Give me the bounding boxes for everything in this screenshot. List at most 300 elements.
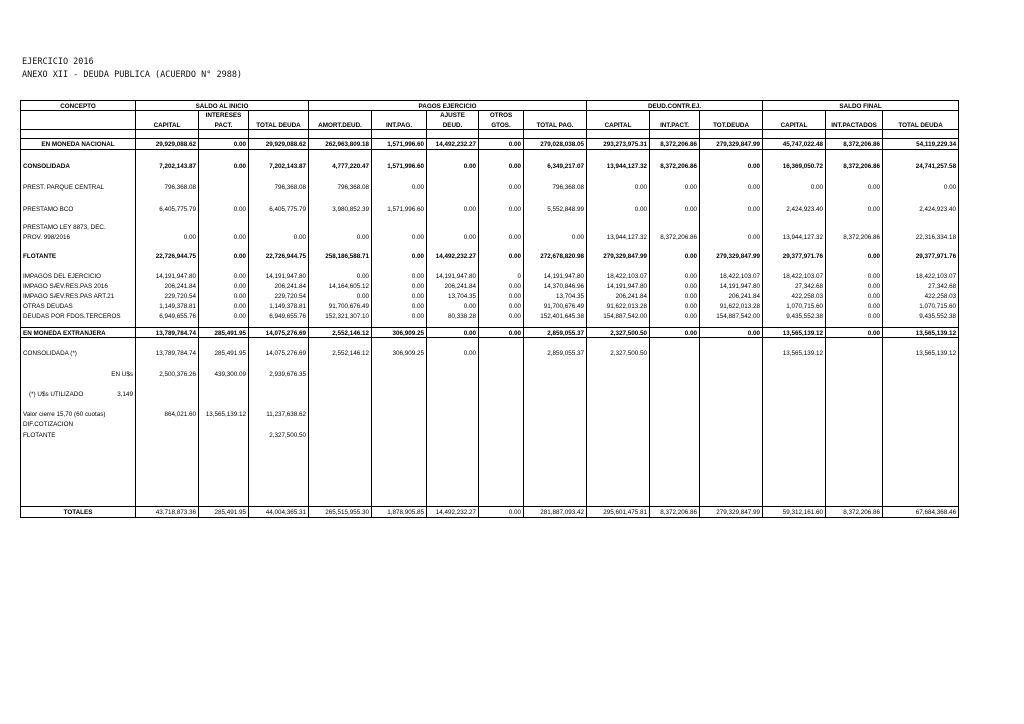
value-cell: 279,329,847.99 — [700, 251, 763, 261]
empty-cell — [763, 399, 826, 409]
row-prest_parque — [21, 182, 959, 192]
value-cell: 14,164,605.12 — [309, 280, 372, 290]
empty-cell — [763, 242, 826, 251]
value-cell: 306,909.25 — [372, 327, 427, 337]
empty-cell — [883, 171, 959, 182]
empty-cell — [136, 192, 199, 203]
value-cell: 8,372,206.86 — [826, 232, 883, 242]
value-cell: 0.00 — [309, 290, 372, 300]
empty-cell — [372, 358, 427, 368]
value-cell: 7,202,143.87 — [249, 160, 309, 170]
empty-cell — [883, 149, 959, 160]
empty-cell — [587, 130, 650, 139]
empty-cell — [372, 419, 427, 429]
empty-cell — [199, 149, 249, 160]
value-cell — [524, 368, 587, 378]
value-cell — [587, 429, 650, 439]
spacer-row — [21, 321, 959, 328]
value-cell: 13,944,127.32 — [587, 232, 650, 242]
empty-cell — [372, 399, 427, 409]
row-dif-cotizacion — [21, 419, 959, 429]
empty-cell — [479, 242, 524, 251]
empty-cell — [21, 439, 136, 507]
empty-cell — [883, 242, 959, 251]
empty-cell — [700, 111, 763, 120]
empty-cell — [309, 149, 372, 160]
value-cell: 27,342.68 — [883, 280, 959, 290]
value-cell — [650, 409, 700, 419]
empty-cell — [427, 223, 479, 232]
row-label: PREST. PARQUE CENTRAL — [21, 182, 136, 192]
value-cell: 0.00 — [587, 182, 650, 192]
row-deudas_terceros — [21, 311, 959, 321]
empty-cell — [763, 338, 826, 348]
value-cell: 152,401,645.38 — [524, 311, 587, 321]
value-cell: 796,368.08 — [249, 182, 309, 192]
value-cell: 0.00 — [883, 182, 959, 192]
empty-cell — [249, 192, 309, 203]
value-cell: 16,369,050.72 — [763, 160, 826, 170]
value-cell — [763, 409, 826, 419]
empty-cell — [427, 149, 479, 160]
empty-cell — [479, 149, 524, 160]
empty-cell — [427, 399, 479, 409]
empty-cell — [650, 338, 700, 348]
empty-cell — [21, 321, 136, 328]
empty-cell — [136, 111, 199, 120]
spacer-row — [21, 399, 959, 409]
value-cell: 67,684,368.46 — [883, 507, 959, 518]
value-cell: 0.00 — [763, 182, 826, 192]
value-cell: 0.00 — [479, 507, 524, 518]
value-cell — [199, 429, 249, 439]
value-cell: 11,237,638.62 — [249, 409, 309, 419]
value-cell: 285,491.95 — [199, 348, 249, 358]
empty-cell — [826, 223, 883, 232]
empty-cell — [136, 399, 199, 409]
value-cell: 306,909.25 — [372, 348, 427, 358]
header-deud-contr: DEUD.CONTR.EJ. — [587, 101, 763, 111]
value-cell: 0.00 — [372, 270, 427, 280]
value-cell: 13,565,139.12 — [883, 348, 959, 358]
value-cell: 18,422,103.07 — [763, 270, 826, 280]
value-cell: 14,492,232.27 — [427, 139, 479, 149]
empty-cell — [136, 149, 199, 160]
empty-cell — [700, 399, 763, 409]
empty-cell — [524, 261, 587, 270]
empty-cell — [249, 223, 309, 232]
empty-cell — [136, 439, 199, 507]
empty-cell — [249, 358, 309, 368]
value-cell: 8,372,206.86 — [650, 507, 700, 518]
value-cell — [524, 409, 587, 419]
sub-header: DEUD. — [427, 120, 479, 130]
value-cell: 279,329,847.99 — [587, 251, 650, 261]
exercise-title: EJERCICIO 2016 — [22, 57, 94, 67]
sub-header: TOTAL DEUDA — [249, 120, 309, 130]
value-cell: 13,565,139.12 — [763, 348, 826, 358]
empty-cell — [826, 192, 883, 203]
value-cell: 8,372,206.86 — [826, 139, 883, 149]
empty-cell — [427, 321, 479, 328]
value-cell: 2,424,923.40 — [763, 203, 826, 213]
empty-cell — [136, 378, 199, 388]
spacer-row — [21, 261, 959, 270]
value-cell: 0.00 — [372, 290, 427, 300]
header-pagos-ejercicio: PAGOS EJERCICIO — [309, 101, 587, 111]
value-cell: 6,349,217.07 — [524, 160, 587, 170]
empty-cell — [826, 378, 883, 388]
empty-cell — [700, 261, 763, 270]
empty-cell — [587, 378, 650, 388]
empty-cell — [427, 214, 479, 223]
empty-cell — [136, 242, 199, 251]
value-cell — [883, 368, 959, 378]
empty-cell — [826, 439, 883, 507]
empty-cell — [826, 358, 883, 368]
value-cell: 6,949,655.76 — [249, 311, 309, 321]
value-cell: 2,939,676.35 — [249, 368, 309, 378]
value-cell: 0.00 — [650, 203, 700, 213]
empty-cell — [763, 261, 826, 270]
value-cell: 24,741,257.58 — [883, 160, 959, 170]
row-consolidada — [21, 160, 959, 170]
value-cell: 8,372,206.86 — [826, 160, 883, 170]
header-row-sub — [21, 120, 959, 130]
empty-cell — [700, 223, 763, 232]
value-cell: 0.00 — [650, 182, 700, 192]
row-totales — [21, 507, 959, 518]
value-cell: 1,070,715.60 — [763, 300, 826, 310]
value-cell: 206,241.84 — [700, 290, 763, 300]
empty-cell — [249, 321, 309, 328]
empty-cell — [826, 111, 883, 120]
empty-cell — [587, 358, 650, 368]
empty-cell — [587, 111, 650, 120]
value-cell: 0.00 — [427, 232, 479, 242]
value-cell: 439,300.09 — [199, 368, 249, 378]
value-cell — [826, 409, 883, 419]
value-cell: 0.00 — [427, 160, 479, 170]
empty-cell — [309, 399, 372, 409]
empty-cell — [763, 111, 826, 120]
sub-header-top: OTROS — [479, 111, 524, 120]
row-consolidada_ext — [21, 348, 959, 358]
value-cell: 279,028,038.05 — [524, 139, 587, 149]
empty-cell — [199, 192, 249, 203]
empty-cell — [763, 192, 826, 203]
value-cell: 0.00 — [650, 290, 700, 300]
empty-cell — [587, 261, 650, 270]
empty-cell — [700, 321, 763, 328]
empty-cell — [650, 261, 700, 270]
empty-cell — [372, 130, 427, 139]
value-cell: 9,435,552.38 — [763, 311, 826, 321]
value-cell: 14,492,232.27 — [427, 251, 479, 261]
annex-title: ANEXO XII - DEUDA PUBLICA (ACUERDO N° 2988) — [22, 70, 243, 80]
empty-cell — [372, 261, 427, 270]
row-prestamo-ley-title — [21, 223, 959, 232]
value-cell: 1,149,378.81 — [249, 300, 309, 310]
sub-header: INT.PACT. — [650, 120, 700, 130]
empty-cell — [763, 388, 826, 398]
value-cell — [587, 409, 650, 419]
value-cell: 152,321,307.10 — [309, 311, 372, 321]
spacer-row — [21, 358, 959, 368]
empty-cell — [524, 439, 587, 507]
value-cell — [883, 409, 959, 419]
value-cell: 0.00 — [479, 251, 524, 261]
empty-cell — [372, 388, 427, 398]
row-label: TOTALES — [21, 507, 136, 518]
empty-cell — [372, 439, 427, 507]
value-cell: 0.00 — [826, 251, 883, 261]
empty-cell — [309, 192, 372, 203]
empty-cell — [524, 171, 587, 182]
empty-cell — [479, 261, 524, 270]
empty-cell — [587, 419, 650, 429]
empty-cell — [309, 378, 372, 388]
spacer-row — [21, 338, 959, 348]
value-cell: 8,372,206.86 — [650, 160, 700, 170]
value-cell — [650, 348, 700, 358]
value-cell: 14,492,232.27 — [427, 507, 479, 518]
empty-cell — [309, 358, 372, 368]
empty-cell — [427, 242, 479, 251]
row-prestamo_bco — [21, 203, 959, 213]
header-saldo-final: SALDO FINAL — [763, 101, 959, 111]
value-cell: 2,327,500.50 — [587, 348, 650, 358]
value-cell: 0.00 — [700, 160, 763, 170]
empty-cell — [136, 223, 199, 232]
usd-utilizado-label: (*) U$s UTILIZADO — [29, 390, 84, 398]
empty-cell — [372, 111, 427, 120]
empty-cell — [21, 130, 136, 139]
empty-cell — [587, 439, 650, 507]
header-row-sub-top — [21, 111, 959, 120]
sub-header: INT.PAG. — [372, 120, 427, 130]
value-cell: 0.00 — [700, 232, 763, 242]
empty-cell — [479, 388, 524, 398]
value-cell: 206,241.84 — [136, 280, 199, 290]
value-cell: 13,789,784.74 — [136, 348, 199, 358]
value-cell — [427, 409, 479, 419]
value-cell: 0.00 — [427, 348, 479, 358]
row-en_usd — [21, 368, 959, 378]
value-cell: 1,571,996.60 — [372, 203, 427, 213]
row-label — [21, 388, 136, 398]
empty-cell — [763, 214, 826, 223]
value-cell: 0.00 — [199, 203, 249, 213]
sub-header: TOT.DEUDA — [700, 120, 763, 130]
value-cell: 0.00 — [587, 203, 650, 213]
empty-cell — [21, 214, 136, 223]
empty-cell — [249, 242, 309, 251]
empty-cell — [21, 149, 136, 160]
value-cell: 0.00 — [372, 251, 427, 261]
value-cell: 258,186,588.71 — [309, 251, 372, 261]
value-cell: 7,202,143.87 — [136, 160, 199, 170]
empty-cell — [650, 111, 700, 120]
value-cell: 0.00 — [309, 232, 372, 242]
value-cell — [427, 429, 479, 439]
empty-cell — [372, 223, 427, 232]
value-cell: 0.00 — [826, 311, 883, 321]
value-cell: 2,327,500.50 — [249, 429, 309, 439]
empty-cell — [372, 171, 427, 182]
empty-cell — [587, 321, 650, 328]
value-cell: 14,191,947.80 — [427, 270, 479, 280]
row-impago_2016 — [21, 280, 959, 290]
value-cell: 0.00 — [372, 280, 427, 290]
empty-cell — [479, 419, 524, 429]
value-cell: 206,241.84 — [249, 280, 309, 290]
value-cell: 4,777,220.47 — [309, 160, 372, 170]
value-cell: 0.00 — [199, 270, 249, 280]
empty-cell — [826, 399, 883, 409]
value-cell: 1,878,905.85 — [372, 507, 427, 518]
value-cell: 29,377,971.76 — [883, 251, 959, 261]
empty-cell — [826, 321, 883, 328]
empty-cell — [763, 358, 826, 368]
empty-cell — [650, 192, 700, 203]
value-cell: 0.00 — [199, 300, 249, 310]
empty-cell — [650, 399, 700, 409]
value-cell: 0.00 — [826, 327, 883, 337]
empty-cell — [199, 388, 249, 398]
empty-cell — [136, 419, 199, 429]
value-cell: 2,500,376.26 — [136, 368, 199, 378]
value-cell: 285,491.95 — [199, 507, 249, 518]
value-cell: 0.00 — [199, 280, 249, 290]
empty-cell — [427, 130, 479, 139]
empty-cell — [763, 378, 826, 388]
sub-header-top: AJUSTE — [427, 111, 479, 120]
value-cell — [826, 429, 883, 439]
value-cell: 14,191,947.80 — [249, 270, 309, 280]
empty-cell — [883, 439, 959, 507]
header-concepto: CONCEPTO — [21, 101, 136, 111]
empty-cell — [427, 192, 479, 203]
row-label: IMPAGO SÆV.RES.PAS 2016 — [21, 280, 136, 290]
empty-cell — [199, 358, 249, 368]
empty-cell — [199, 338, 249, 348]
empty-cell — [700, 439, 763, 507]
sub-header: GTOS. — [479, 120, 524, 130]
value-cell: 0.00 — [479, 300, 524, 310]
value-cell: 14,075,276.69 — [249, 327, 309, 337]
empty-cell — [249, 388, 309, 398]
empty-cell — [883, 130, 959, 139]
empty-cell — [763, 171, 826, 182]
empty-cell — [21, 171, 136, 182]
empty-cell — [21, 111, 136, 120]
empty-cell — [587, 242, 650, 251]
empty-cell — [372, 338, 427, 348]
value-cell: 796,368.08 — [309, 182, 372, 192]
empty-cell — [524, 192, 587, 203]
value-cell: 0.00 — [372, 182, 427, 192]
value-cell: 0.00 — [479, 139, 524, 149]
sub-header: CAPITAL — [587, 120, 650, 130]
value-cell: 0.00 — [479, 327, 524, 337]
value-cell — [524, 429, 587, 439]
header-row-groups — [21, 101, 959, 111]
empty-cell — [826, 388, 883, 398]
value-cell — [427, 368, 479, 378]
empty-cell — [883, 321, 959, 328]
header-saldo-inicio: SALDO AL INICIO — [136, 101, 309, 111]
empty-cell — [249, 338, 309, 348]
sub-header: TOTAL PAG. — [524, 120, 587, 130]
empty-cell — [587, 149, 650, 160]
empty-cell — [309, 171, 372, 182]
value-cell: 229,720.54 — [136, 290, 199, 300]
row-label: PRESTAMO LEY 8873, DEC. — [21, 223, 136, 232]
empty-cell — [524, 358, 587, 368]
empty-cell — [587, 338, 650, 348]
empty-cell — [700, 149, 763, 160]
empty-cell — [249, 399, 309, 409]
value-cell: 0.00 — [826, 270, 883, 280]
value-cell: 154,887,542.00 — [587, 311, 650, 321]
value-cell: 9,435,552.38 — [883, 311, 959, 321]
empty-cell — [524, 111, 587, 120]
row-label: EN MONEDA EXTRANJERA — [21, 327, 136, 337]
value-cell: 45,747,022.48 — [763, 139, 826, 149]
value-cell — [763, 429, 826, 439]
empty-cell — [199, 261, 249, 270]
usd-utilizado-value: 3,149 — [117, 390, 133, 398]
value-cell: 0.00 — [199, 139, 249, 149]
value-cell: 13,704.35 — [524, 290, 587, 300]
value-cell: 91,622,013.28 — [587, 300, 650, 310]
empty-cell — [136, 261, 199, 270]
value-cell — [427, 182, 479, 192]
sub-header: PACT. — [199, 120, 249, 130]
value-cell: 0.00 — [479, 232, 524, 242]
value-cell: 0.00 — [479, 280, 524, 290]
value-cell: 14,075,276.69 — [249, 348, 309, 358]
value-cell: 14,191,947.80 — [136, 270, 199, 280]
row-label: EN MONEDA NACIONAL — [21, 139, 136, 149]
empty-cell — [309, 223, 372, 232]
empty-cell — [524, 338, 587, 348]
value-cell — [309, 409, 372, 419]
value-cell — [479, 368, 524, 378]
value-cell — [372, 429, 427, 439]
value-cell: 0.00 — [826, 300, 883, 310]
empty-cell — [309, 338, 372, 348]
empty-cell — [136, 338, 199, 348]
empty-cell — [883, 399, 959, 409]
empty-cell — [883, 338, 959, 348]
empty-cell — [21, 358, 136, 368]
empty-cell — [309, 261, 372, 270]
value-cell: 0.00 — [650, 270, 700, 280]
sub-header: CAPITAL — [763, 120, 826, 130]
value-cell — [883, 429, 959, 439]
empty-cell — [587, 214, 650, 223]
empty-cell — [883, 388, 959, 398]
empty-cell — [700, 171, 763, 182]
row-prestamo_ley — [21, 232, 959, 242]
value-cell: 0.00 — [249, 232, 309, 242]
value-cell: 29,929,088.62 — [249, 139, 309, 149]
empty-cell — [763, 130, 826, 139]
value-cell: 18,422,103.07 — [883, 270, 959, 280]
empty-cell — [826, 242, 883, 251]
